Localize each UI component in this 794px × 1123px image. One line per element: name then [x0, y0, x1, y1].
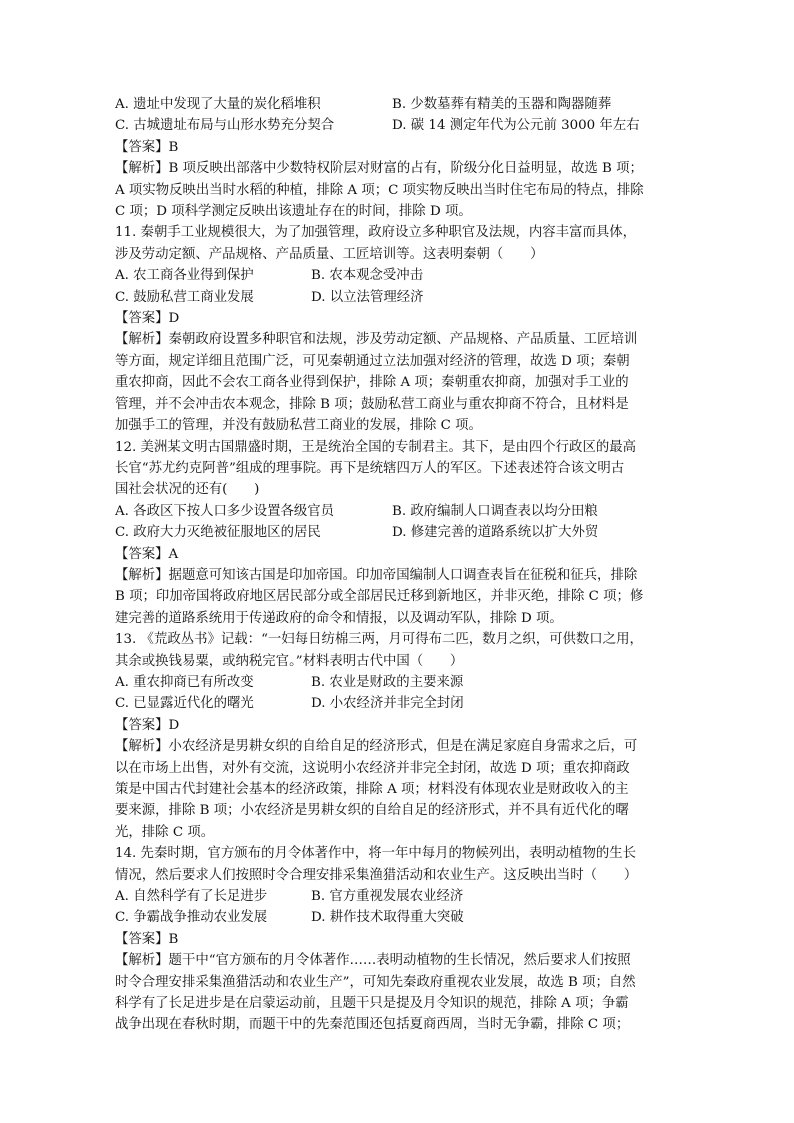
q12-option-c: C. 政府大力灭绝被征服地区的居民 — [115, 525, 321, 541]
q12-analysis-line: 建完善的道路系统用于传递政府的命令和情报，以及调动军队，排除 D 项。 — [115, 610, 563, 626]
q11-option-a: A. 农工商各业得到保护 — [115, 268, 254, 284]
q14-option-d: D. 耕作技术取得重大突破 — [311, 910, 464, 926]
q13-stem-line: 13. 《荒政丛书》记载：“一妇每日纺棉三两，月可得布二匹，数月之织，可供数口之用， — [115, 632, 643, 648]
q14-option-b: B. 官方重视发展农业经济 — [311, 889, 464, 905]
q10-answer: 【答案】B — [115, 139, 179, 155]
q12-option-a: A. 各政区下按人口多少设置各级官员 — [115, 503, 335, 519]
q10-analysis-line: 【解析】B 项反映出部落中少数特权阶层对财富的占有，阶级分化日益明显，故选 B 项； — [115, 161, 643, 177]
q12-options-row-2 — [115, 522, 680, 543]
q14-options-row-1 — [115, 886, 680, 907]
q11-answer: 【答案】D — [115, 311, 180, 327]
q14-analysis-line: 时令合理安排采集渔猎活动和农业生产”，可知先秦政府重视农业发展，故选 B 项；自然 — [115, 974, 636, 990]
q12-stem-line: 国社会状况的还有( ) — [115, 482, 260, 498]
q13-analysis-line: 要来源，排除 B 项；小农经济是男耕女织的自给自足的经济形式，并不具有近代化的曙 — [115, 803, 629, 819]
q13-options-row-1 — [115, 672, 680, 693]
q11-options-row-1 — [115, 265, 680, 286]
q13-analysis-line: 以在市场上出售，对外有交流，这说明小农经济并非完全封闭，故选 D 项；重农抑商政 — [115, 760, 630, 776]
q12-stem-line: 12. 美洲某文明古国鼎盛时期，王是统治全国的专制君主。其下，是由四个行政区的最高 — [115, 439, 637, 455]
q10-option-c: C. 古城遗址布局与山形水势充分契合 — [115, 118, 335, 134]
q13-option-a: A. 重农抑商已有所改变 — [115, 674, 254, 690]
q13-option-b: B. 农业是财政的主要来源 — [311, 674, 464, 690]
document-page — [115, 94, 680, 1036]
q12-stem-line: 长官“苏尤约克阿普”组成的理事院。再下是统辖四万人的军区。下述表述符合该文明古 — [115, 460, 625, 476]
q14-stem-line: 14. 先秦时期，官方颁布的月令体著作中，将一年中每月的物候列出，表明动植物的生长 — [115, 846, 637, 862]
q13-analysis-line: 光，排除 C 项。 — [115, 824, 215, 840]
q14-analysis-line: 【解析】题干中“官方颁布的月令体著作……表明动植物的生长情况，然后要求人们按照 — [115, 953, 631, 969]
q12-options-row-1 — [115, 501, 680, 522]
q10-option-a: A. 遗址中发现了大量的炭化稻堆积 — [115, 97, 321, 112]
q10-analysis-line: A 项实物反映出当时水稻的种植，排除 A 项；C 项实物反映出当时住宅布局的特点，排除 — [115, 182, 644, 198]
q11-option-d: D. 以立法管理经济 — [311, 289, 424, 305]
q13-option-d: D. 小农经济并非完全封闭 — [311, 696, 464, 712]
q11-analysis-line: 加强手工的管理，并没有鼓励私营工商业的发展，排除 C 项。 — [115, 418, 482, 434]
q10-analysis-line: C 项；D 项科学测定反映出该遗址存在的时间，排除 D 项。 — [115, 204, 472, 220]
q13-analysis-line: 策是中国古代封建社会基本的经济政策，排除 A 项；材料没有体现农业是财政收入的主 — [115, 782, 629, 797]
q12-option-d: D. 修建完善的道路系统以扩大外贸 — [392, 525, 599, 541]
q11-analysis-line: 等方面，规定详细且范围广泛，可见秦朝通过立法加强对经济的管理，故选 D 项；秦朝 — [115, 353, 630, 369]
q12-analysis-line: 【解析】据题意可知该古国是印加帝国。印加帝国编制人口调查表旨在征税和征兵，排除 — [115, 567, 638, 583]
q14-stem-line: 情况，然后要求人们按照时令合理安排采集渔猎活动和农业生产。这反映出当时（ ） — [115, 867, 638, 883]
q10-option-b: B. 少数墓葬有精美的玉器和陶器随葬 — [392, 97, 612, 112]
q14-option-a: A. 自然科学有了长足进步 — [115, 889, 268, 905]
q14-analysis-line: 科学有了长足进步是在启蒙运动前，且题干只是提及月令知识的规范，排除 A 项；争霸 — [115, 996, 629, 1012]
q14-analysis-line: 战争出现在春秋时期，而题干中的先秦范围还包括夏商西周，当时无争霸，排除 C 项； — [115, 1017, 630, 1033]
q11-stem-line: 11. 秦朝手工业规模很大，为了加强管理，政府设立多种职官及法规，内容丰富而具体， — [115, 225, 637, 241]
q13-options-row-2 — [115, 693, 680, 714]
q10-option-d: D. 碳 14 测定年代为公元前 3000 年左右 — [392, 118, 640, 134]
q10-options-row-2 — [115, 115, 680, 136]
q11-analysis-line: 【解析】秦朝政府设置多种职官和法规，涉及劳动定额、产品规格、产品质量、工匠培训 — [115, 332, 638, 348]
q10-options-row-1 — [115, 94, 680, 115]
q11-analysis-line: 重农抑商，因此不会农工商各业得到保护，排除 A 项；秦朝重农抑商，加强对手工业的 — [115, 375, 629, 391]
q14-options-row-2 — [115, 907, 680, 928]
q14-option-c: C. 争霸战争推动农业发展 — [115, 910, 268, 926]
q11-analysis-line: 管理，并不会冲击农本观念，排除 B 项；鼓励私营工商业与重农抑商不符合，且材料是 — [115, 396, 629, 412]
q13-stem-line: 其余或换钱易粟，或纳税完官。”材料表明古代中国（ ） — [115, 653, 464, 669]
q11-options-row-2 — [115, 287, 680, 308]
q14-answer: 【答案】B — [115, 931, 179, 947]
q11-option-c: C. 鼓励私营工商业发展 — [115, 289, 254, 305]
q12-option-b: B. 政府编制人口调查表以均分田粮 — [392, 503, 598, 519]
q13-answer: 【答案】D — [115, 717, 180, 733]
q12-answer: 【答案】A — [115, 546, 179, 562]
q12-analysis-line: B 项；印加帝国将政府地区居民部分或全部居民迁移到新地区，并非灭绝，排除 C 项；修 — [115, 589, 644, 605]
q11-option-b: B. 农本观念受冲击 — [311, 268, 424, 284]
q13-analysis-line: 【解析】小农经济是男耕女织的自给自足的经济形式，但是在满足家庭自身需求之后，可 — [115, 739, 638, 755]
q13-option-c: C. 已显露近代化的曙光 — [115, 696, 254, 712]
q11-stem-line: 涉及劳动定额、产品规格、产品质量、工匠培训等。这表明秦朝（ ） — [115, 246, 544, 262]
